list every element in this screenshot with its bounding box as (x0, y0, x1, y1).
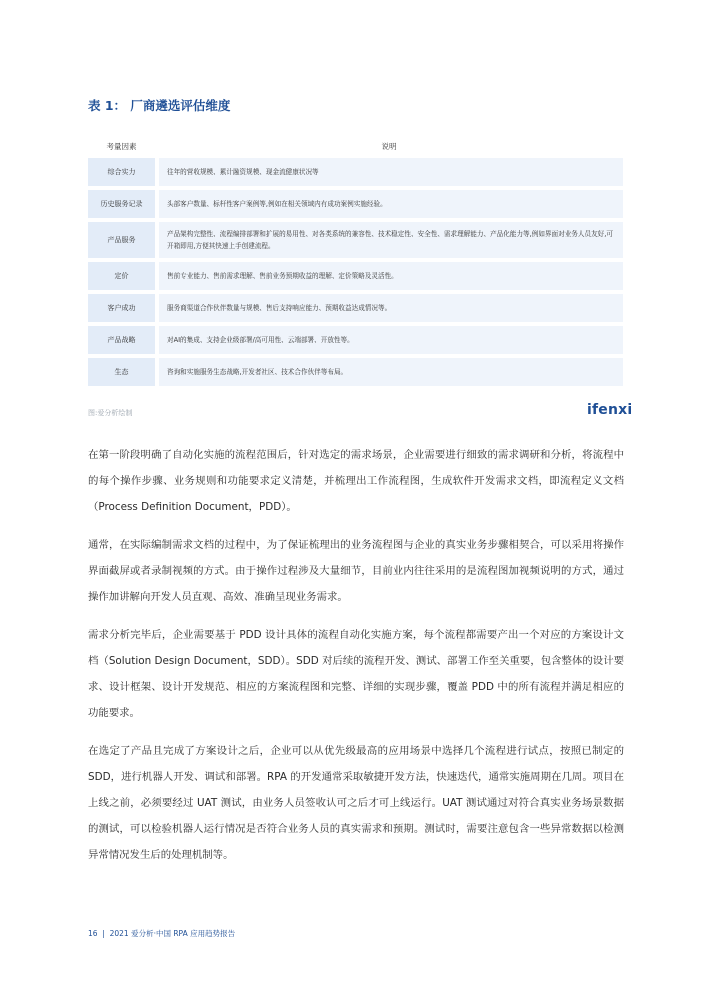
figure-source-note: 图:爱分析绘制 (88, 409, 133, 417)
factor-cell: 综合实力 (88, 158, 155, 186)
paragraph: 在第一阶段明确了自动化实施的流程范围后，针对选定的需求场景，企业需要进行细致的需求调研和分析，将流程中的每个操作步骤、业务规则和功能要求定义清楚，并梳理出工作流程图，生成软件开发需求文档，即流程定义文档（Process Definition Document，PDD）。 (88, 449, 624, 513)
table-row (88, 326, 623, 354)
description-cell: 咨询和实施服务生态战略,开发者社区、技术合作伙伴等布局。 (159, 358, 623, 386)
ifenxi-logo: ifenxi (587, 402, 633, 418)
header-factor: 考量因素 (106, 141, 137, 151)
factor-cell: 生态 (88, 358, 155, 386)
description-cell: 售前专业能力、售前需求理解、售前业务预期收益的理解、定价策略及灵活性。 (159, 262, 623, 290)
description-cell: 往年的营收规模、累计融资规模、现金流健康状况等 (159, 158, 623, 186)
table-row (88, 158, 623, 186)
description-cell: 产品架构完整性、流程编排部署和扩展的易用性、对各类系统的兼容性、技术稳定性、安全性、需求理解能力、产品化能力等,例如界面对业务人员友好,可开箱即用,方便其快速上手创建流程。 (159, 222, 623, 258)
table-body (88, 158, 623, 386)
evaluation-table (88, 134, 623, 390)
description-cell: 服务商渠道合作伙伴数量与规模、售后支持响应能力、预期收益达成情况等。 (159, 294, 623, 322)
table-row (88, 222, 623, 258)
paragraph: 通常，在实际编制需求文档的过程中，为了保证梳理出的业务流程图与企业的真实业务步骤相契合，可以采用将操作界面截屏或者录制视频的方式。由于操作过程涉及大量细节，目前业内往往采用的是流程图加视频说明的方式，通过操作加讲解向开发人员直观、高效、准确呈现业务需求。 (88, 539, 624, 603)
factor-cell: 定价 (88, 262, 155, 290)
factor-cell: 产品战略 (88, 326, 155, 354)
table-row (88, 358, 623, 386)
body-text (88, 442, 624, 880)
page-footer: 16 | 2021 爱分析·中国 RPA 应用趋势报告 (88, 929, 236, 938)
table-row (88, 262, 623, 290)
table-row (88, 190, 623, 218)
factor-cell: 历史服务记录 (88, 190, 155, 218)
factor-cell: 产品服务 (88, 222, 155, 258)
header-description: 说明 (381, 141, 397, 151)
table-title: 表 1： 厂商遴选评估维度 (88, 98, 231, 113)
table-row (88, 294, 623, 322)
factor-cell: 客户成功 (88, 294, 155, 322)
paragraph: 在选定了产品且完成了方案设计之后，企业可以从优先级最高的应用场景中选择几个流程进行试点，按照已制定的 SDD，进行机器人开发、调试和部署。RPA 的开发通常采取敏捷开发方法，快速迭代，通常实施周期在几周。项目在上线之前，必须要经过 UAT 测试，由业务人员签收认可之后才可上线运行。UAT 测试通过对符合真实业务场景数据的测试，可以检验机器人运行情况是否符合业务人员的真实需求和预期。测试时，需要注意包含一些异常数据以检测异常情况发生后的处理机制等。 (88, 745, 624, 861)
description-cell: 对AI的集成、支持企业级部署/高可用性、云端部署、开放性等。 (159, 326, 623, 354)
description-cell: 头部客户数量、标杆性客户案例等,例如在相关领域内有成功案例实施经验。 (159, 190, 623, 218)
paragraph: 需求分析完毕后，企业需要基于 PDD 设计具体的流程自动化实施方案，每个流程都需要产出一个对应的方案设计文档（Solution Design Document，SDD）。SDD 对后续的流程开发、测试、部署工作至关重要，包含整体的设计要求、设计框架、设计开发规范、相应的方案流程图和完整、详细的实现步骤，覆盖 PDD 中的所有流程并满足相应的功能要求。 (88, 629, 624, 719)
table-header (88, 134, 623, 158)
